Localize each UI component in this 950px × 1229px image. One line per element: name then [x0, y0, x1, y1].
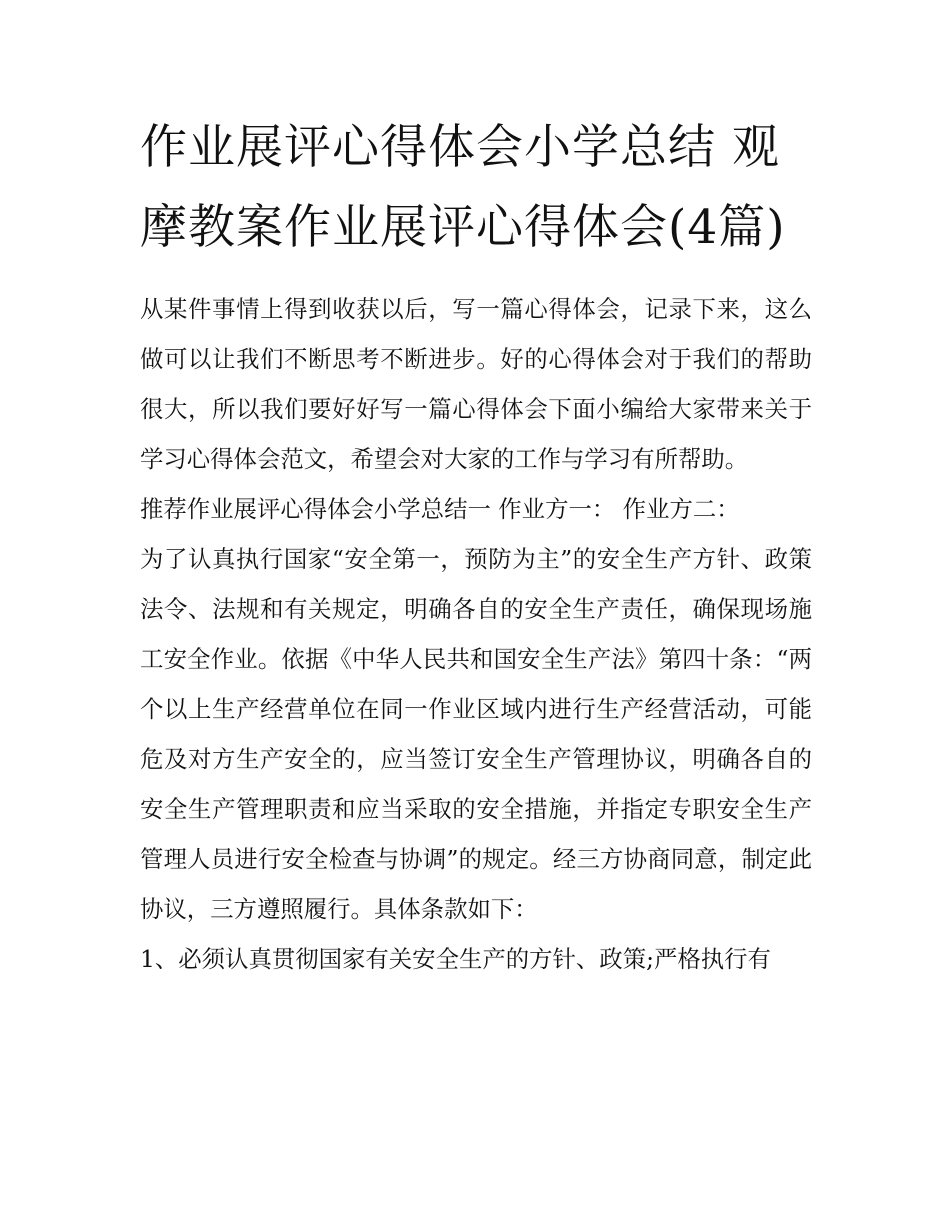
intro-paragraph: 从某件事情上得到收获以后，写一篇心得体会，记录下来，这么做可以让我们不断思考不断进步。好的心得体会对于我们的帮助很大，所以我们要好好写一篇心得体会下面小编给大家带来关于学习心得体会范文，希望会对大家的工作与学习有所帮助。: [140, 295, 812, 473]
document-title: 作业展评心得体会小学总结 观摩教案作业展评心得体会(4篇): [140, 120, 786, 255]
clause-1-paragraph: 1、必须认真贯彻国家有关安全生产的方针、政策;严格执行有: [140, 945, 771, 973]
agreement-paragraph: 为了认真执行国家“安全第一，预防为主”的安全生产方针、政策法令、法规和有关规定，明确各自的安全生产责任，确保现场施工安全作业。依据《中华人民共和国安全生产法》第四十条：“两个以上生产经营单位在同一作业区域内进行生产经营活动，可能危及对方生产安全的，应当签订安全生产管理协议，明确各自的安全生产管理职责和应当采取的安全措施，并指定专职安全生产管理人员进行安全检查与协调”的规定。经三方协商同意，制定此协议，三方遵照履行。具体条款如下：: [140, 545, 812, 923]
document-page: [140, 108, 812, 984]
section-heading-paragraph: 推荐作业展评心得体会小学总结一 作业方一： 作业方二：: [140, 495, 740, 523]
